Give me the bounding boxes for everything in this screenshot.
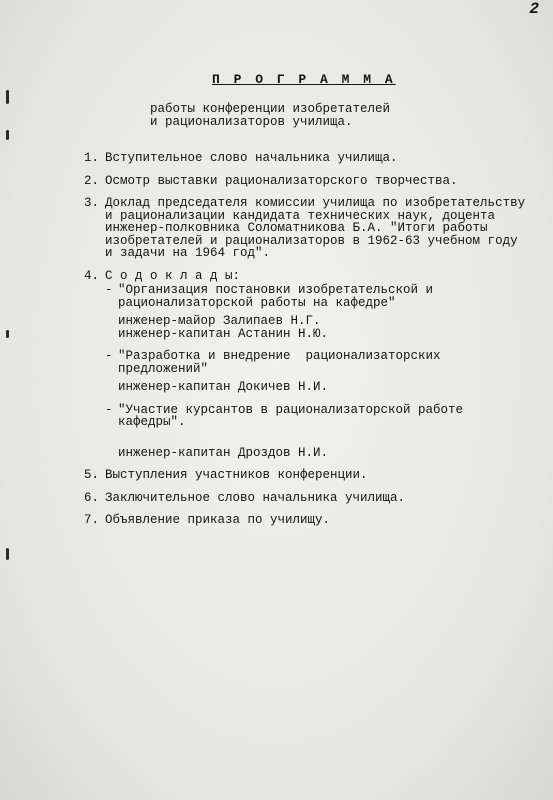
- item-text: Осмотр выставки рационализаторского творчества.: [105, 173, 458, 188]
- coreport-dash: -: [105, 402, 113, 417]
- margin-mark: [6, 548, 9, 560]
- coreport-3: [84, 404, 524, 460]
- document-subtitle: работы конференции изобретателей и рационализаторов училища.: [150, 102, 391, 129]
- program-list: [84, 152, 524, 537]
- item-text: Доклад председателя комиссии училища по изобретательству и рационализации кандидата технических наук, доцента инженер-полковника Соломатникова Б.А. "Итоги работы изобретателей и рационализаторов в 1962-63 учебном году и задачи на 1964 год".: [105, 196, 526, 260]
- item-number: 6.: [84, 490, 100, 505]
- margin-mark: [6, 90, 9, 104]
- program-item-3: [84, 197, 524, 260]
- item-number: 3.: [84, 196, 100, 210]
- item-text: Объявление приказа по училищу.: [105, 513, 331, 527]
- item-number: 2.: [84, 173, 100, 188]
- document-title: П Р О Г Р А М М А: [212, 72, 396, 87]
- coreport-dash: -: [105, 283, 113, 297]
- margin-mark: [6, 130, 9, 140]
- item-number: 1.: [84, 151, 100, 165]
- program-item-5: [84, 469, 524, 482]
- item-number: 7.: [84, 513, 100, 527]
- item-number: 5.: [84, 468, 100, 482]
- coreport-speakers: инженер-майор Залипаев Н.Г. инженер-капитан Астанин Н.Ю.: [118, 314, 329, 341]
- item-text: Заключительное слово начальника училища.: [105, 490, 406, 505]
- program-item-2: [84, 175, 524, 188]
- coreport-title: "Участие курсантов в рационализаторской работе кафедры".: [118, 402, 464, 429]
- item-number: 4.: [84, 268, 100, 283]
- program-item-6: [84, 492, 524, 505]
- coreport-title: "Организация постановки изобретательской и рационализаторской работы на кафедре": [118, 283, 434, 310]
- program-item-4: [84, 270, 524, 460]
- coreport-2: [84, 350, 524, 394]
- item-text: С о д о к л а д ы:: [105, 268, 241, 283]
- page-number: 2: [529, 0, 539, 18]
- program-item-7: [84, 514, 524, 527]
- item-text: Выступления участников конференции.: [105, 468, 368, 482]
- item-text: Вступительное слово начальника училища.: [105, 151, 398, 165]
- coreport-1: [84, 284, 524, 340]
- coreport-dash: -: [105, 349, 113, 363]
- program-item-1: [84, 152, 524, 165]
- coreport-title: "Разработка и внедрение рационализаторских предложений": [118, 349, 441, 376]
- margin-mark: [6, 330, 9, 338]
- coreport-speakers: инженер-капитан Докичев Н.И.: [118, 380, 329, 394]
- coreport-speakers: инженер-капитан Дроздов Н.И.: [118, 445, 329, 460]
